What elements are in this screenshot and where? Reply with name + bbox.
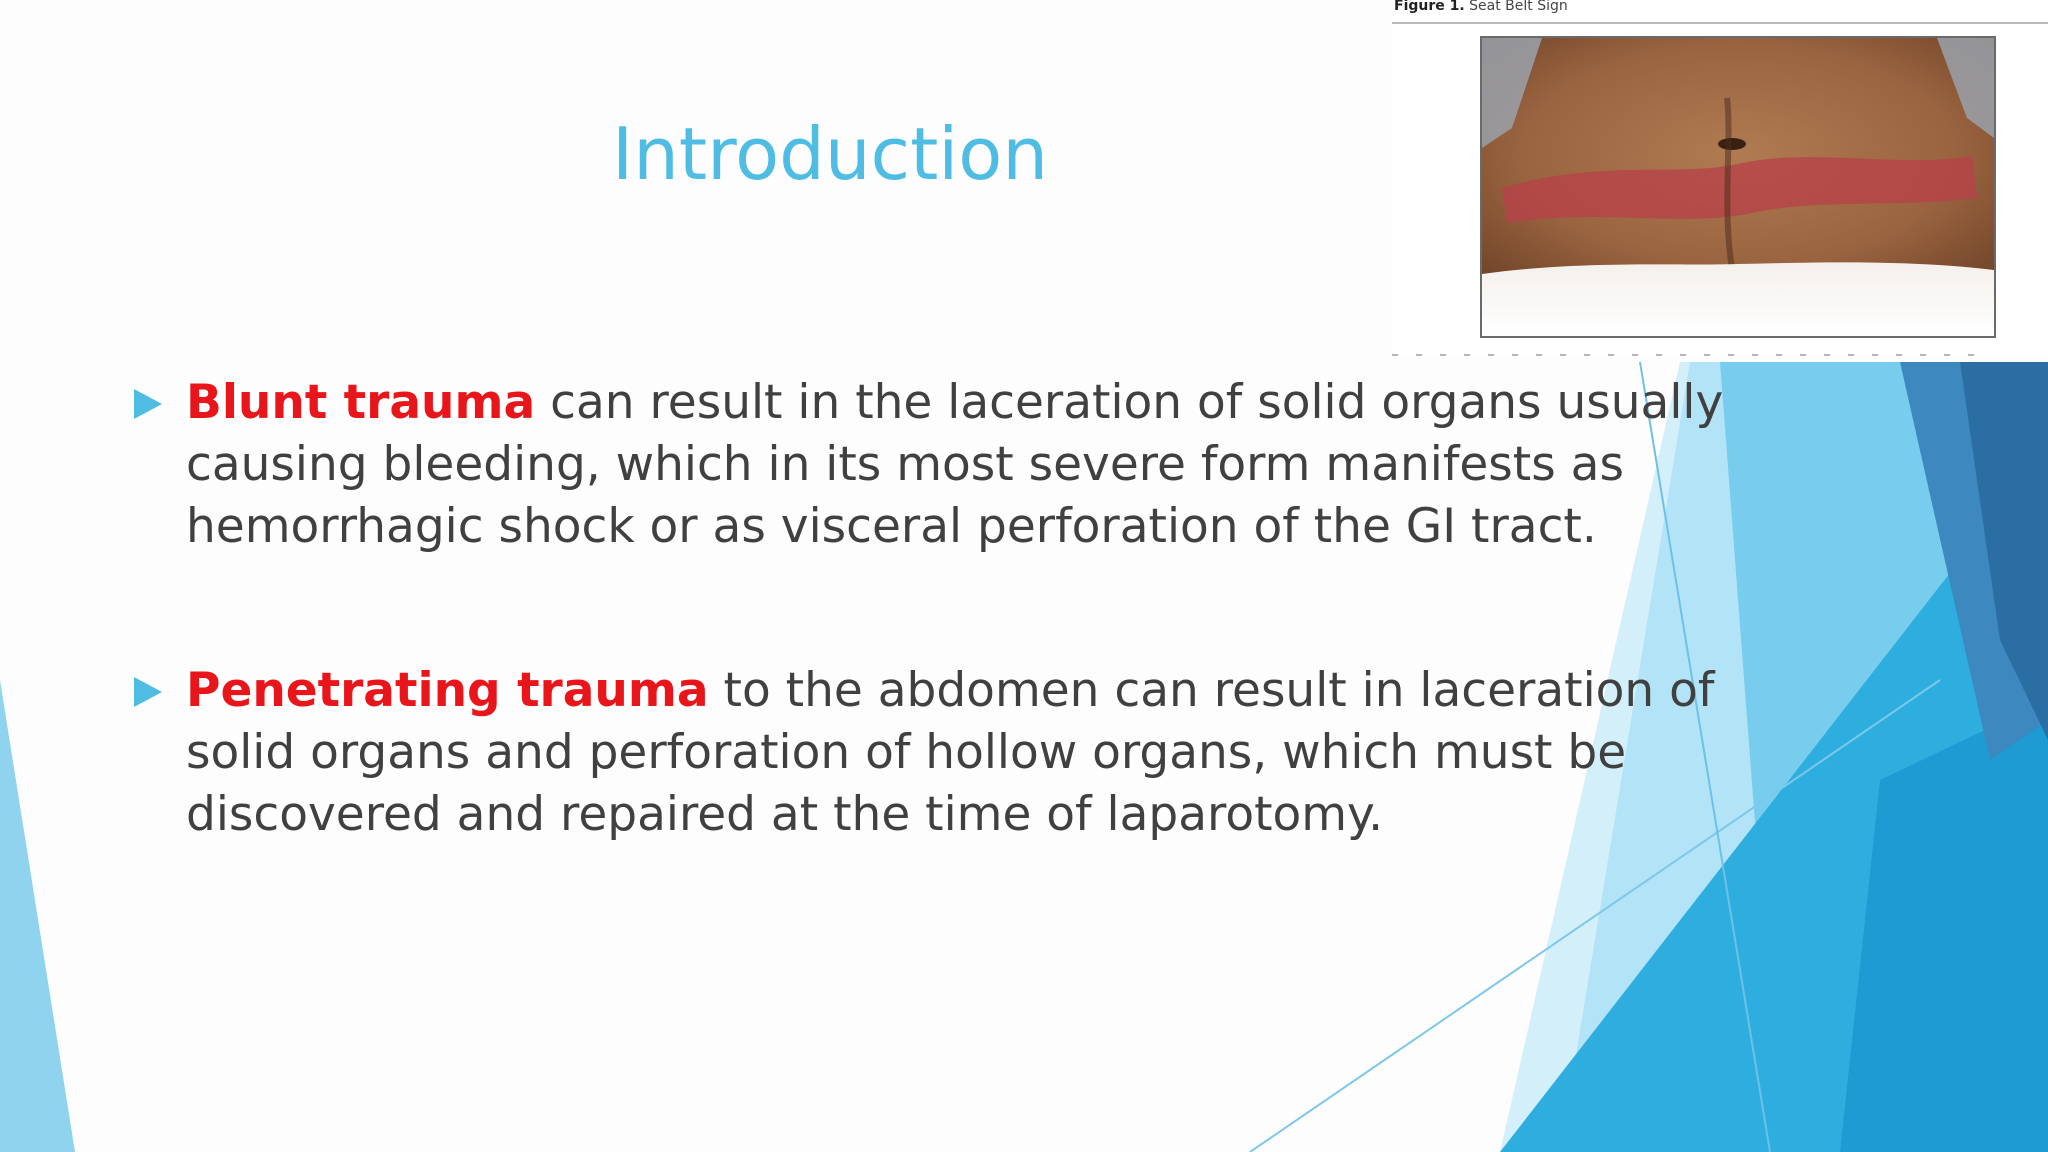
- keyword-blunt-trauma: Blunt trauma: [186, 375, 536, 430]
- figure-label: Figure 1.: [1394, 0, 1465, 14]
- figure-footnote-fragment: [1392, 352, 2048, 358]
- bullet-line-2: causing bleeding, which in its most severe form manifests as: [186, 437, 1624, 492]
- triangle-bullet-icon: [134, 389, 162, 419]
- bullet-line-1: [186, 372, 1724, 434]
- bullet-text: to the abdomen can result in laceration of: [708, 663, 1715, 718]
- left-shard: [0, 680, 75, 1152]
- figure-seat-belt-sign: [1392, 0, 2048, 358]
- bullet-line-3: hemorrhagic shock or as visceral perforation of the GI tract.: [186, 499, 1597, 554]
- abdomen-photo: [1480, 36, 1996, 338]
- bullet-line-1: [186, 660, 1715, 722]
- triangle-bullet-icon: [134, 677, 162, 707]
- bullet-blunt-trauma: [128, 372, 1724, 558]
- slide-title: Introduction: [611, 112, 1048, 196]
- figure-caption-text: Seat Belt Sign: [1469, 0, 1568, 14]
- abdomen-photo-image: [1482, 38, 1994, 336]
- bullet-list: [128, 372, 1724, 846]
- bullet-text: can result in the laceration of solid organs usually: [535, 375, 1724, 430]
- bullet-penetrating-trauma: [128, 660, 1715, 846]
- figure-rule: [1392, 22, 2048, 24]
- figure-caption: [1394, 0, 1568, 14]
- keyword-penetrating-trauma: Penetrating trauma: [186, 663, 709, 718]
- bullet-line-2: solid organs and perforation of hollow organs, which must be: [186, 725, 1627, 780]
- bullet-line-3: discovered and repaired at the time of laparotomy.: [186, 787, 1384, 842]
